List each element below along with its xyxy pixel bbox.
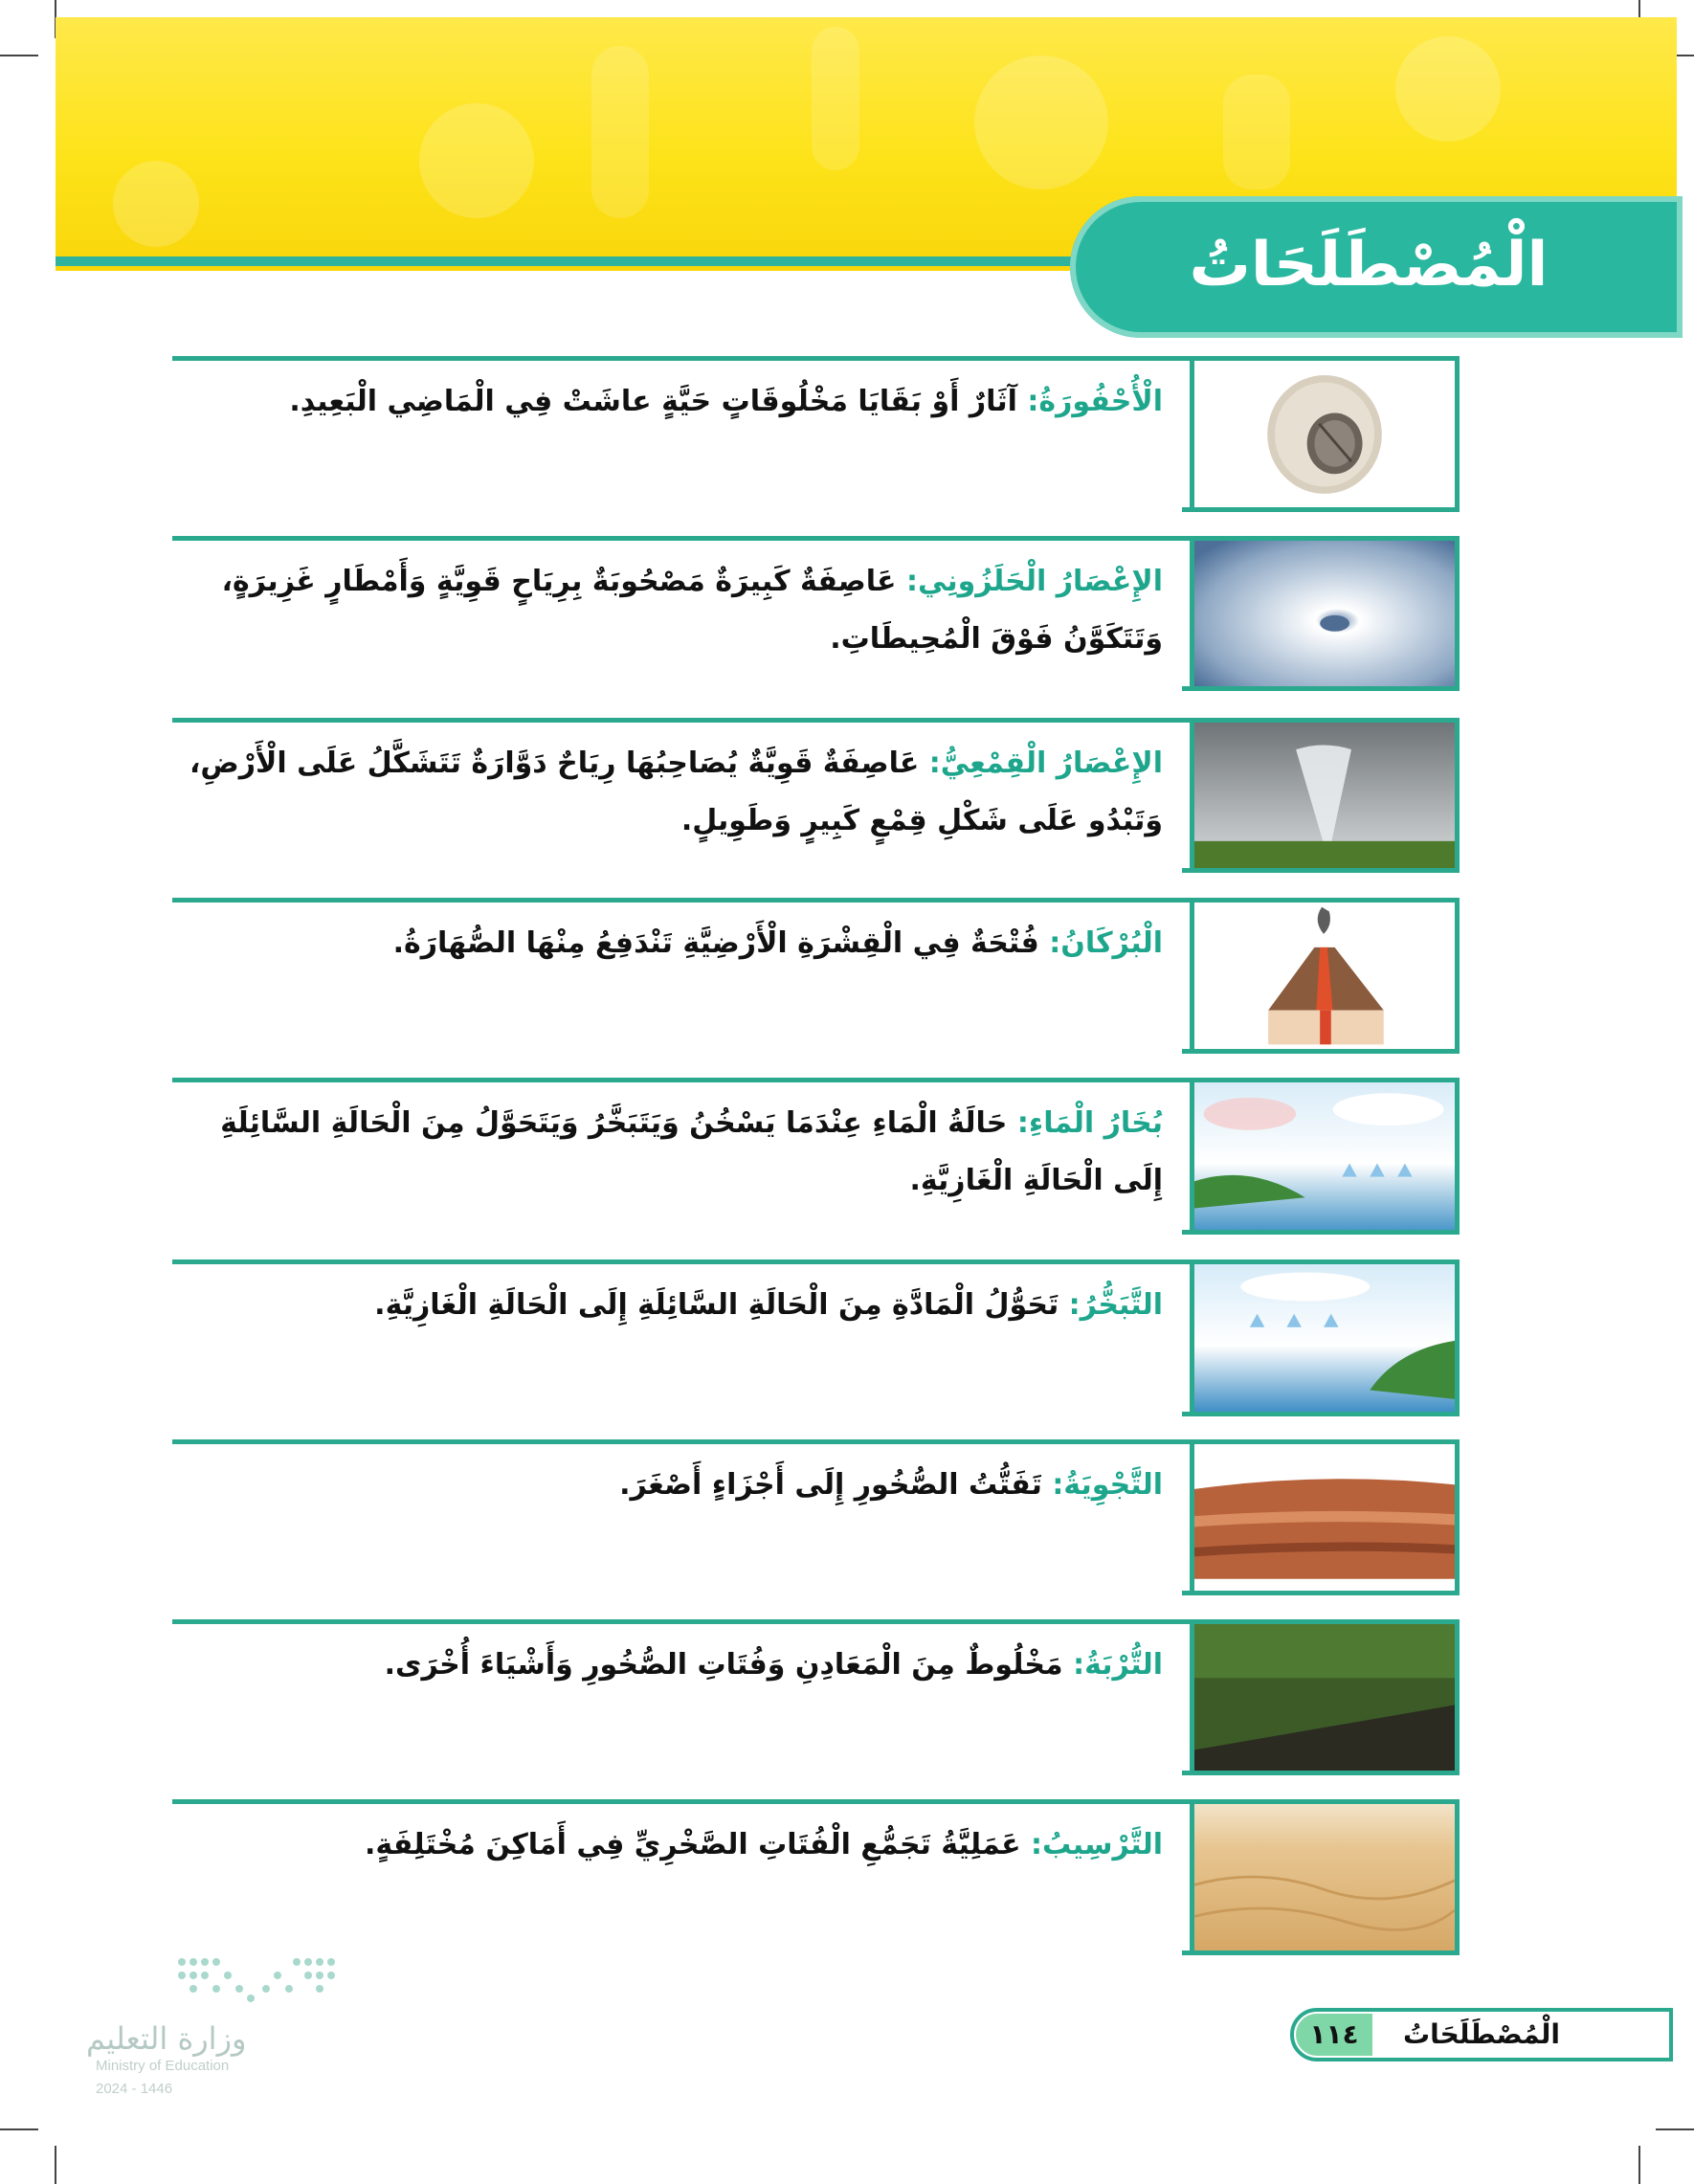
glossary-term: التَّرْسِيبُ: <box>1031 1828 1163 1861</box>
weathering-image <box>1190 1439 1460 1595</box>
glossary-row <box>172 536 1460 691</box>
ministry-name-english: Ministry of Education <box>96 2058 230 2074</box>
glossary-definition <box>177 553 1163 668</box>
definition-text: عَاصِفَةٌ قَوِيَّةٌ يُصَاحِبُهَا رِيَاحٌ دَوَّارَةٌ تَتَشَكَّلُ عَلَى الْأَرْضِ، وَتَبْدُو عَلَى شَكْلِ قِمْعٍ كَبِيرٍ وَطَوِيلٍ. <box>189 747 1163 837</box>
header-decoration <box>812 27 859 170</box>
glossary-term: الإِعْصَارُ الْقِمْعِيُّ: <box>928 747 1163 780</box>
water-vapor-image <box>1190 1078 1460 1235</box>
glossary-row <box>172 1078 1460 1235</box>
page-title: الْمُصْطَلَحَاتُ <box>1189 230 1549 301</box>
glossary-definition <box>177 1277 1163 1334</box>
definition-text: مَخْلُوطٌ مِنَ الْمَعَادِنِ وَفُتَاتِ الصُّخُورِ وَأَشْيَاءَ أُخْرَى. <box>384 1648 1063 1682</box>
glossary-row <box>172 1259 1460 1416</box>
glossary-definition <box>177 1637 1163 1694</box>
glossary-term: التَّبَخُّرُ: <box>1068 1288 1163 1322</box>
header-decoration <box>1395 36 1501 142</box>
evaporation-image <box>1190 1259 1460 1416</box>
definition-text: تَفَتُّتُ الصُّخُورِ إِلَى أَجْزَاءٍ أَصْغَرَ. <box>619 1468 1042 1502</box>
edition-year: 2024 - 1446 <box>96 2081 173 2097</box>
glossary-row <box>172 1799 1460 1955</box>
crop-mark <box>0 2128 38 2130</box>
crop-mark <box>1656 2128 1694 2130</box>
glossary-row <box>172 898 1460 1054</box>
glossary-term: الإِعْصَارُ الْحَلَزُونِي: <box>906 565 1163 598</box>
glossary-row <box>172 718 1460 873</box>
crop-mark <box>0 55 38 56</box>
soil-image <box>1190 1619 1460 1775</box>
glossary-row <box>172 1619 1460 1775</box>
volcano-image <box>1190 898 1460 1054</box>
ministry-name-arabic: وزارة التعليم <box>86 2020 247 2057</box>
definition-text: حَالَةُ الْمَاءِ عِنْدَمَا يَسْخُنُ وَيَتَبَخَّرُ وَيَتَحَوَّلُ مِنَ الْحَالَةِ السَّائِلَةِ إِلَى الْحَالَةِ الْغَازِيَّةِ. <box>220 1106 1163 1197</box>
header-decoration <box>113 161 199 247</box>
page-number: ١١٤ <box>1296 2014 1372 2056</box>
footer-section-label: الْمُصْطَلَحَاتُ <box>1402 2018 1560 2050</box>
hurricane-image <box>1190 536 1460 691</box>
glossary-definition <box>177 1095 1163 1210</box>
definition-text: عَمَلِيَّةُ تَجَمُّعِ الْفُتَاتِ الصَّخْرِيِّ فِي أَمَاكِنَ مُخْتَلِفَةٍ. <box>365 1828 1021 1861</box>
definition-text: تَحَوُّلُ الْمَادَّةِ مِنَ الْحَالَةِ السَّائِلَةِ إِلَى الْحَالَةِ الْغَازِيَّةِ. <box>374 1288 1059 1322</box>
glossary-definition <box>177 735 1163 850</box>
glossary-definition <box>177 915 1163 972</box>
glossary-definition <box>177 373 1163 431</box>
crop-mark <box>55 2146 56 2184</box>
glossary-definition <box>177 1816 1163 1874</box>
glossary-row <box>172 356 1460 512</box>
crop-mark <box>1638 2146 1640 2184</box>
ministry-logo-icon <box>172 1952 345 2010</box>
header-decoration <box>591 46 649 218</box>
glossary-term: الْأُحْفُورَةُ: <box>1027 385 1163 418</box>
glossary-row <box>172 1439 1460 1595</box>
fossil-image <box>1190 356 1460 512</box>
definition-text: فُتْحَةٌ فِي الْقِشْرَةِ الْأَرْضِيَّةِ تَنْدَفِعُ مِنْهَا الصُّهَارَةُ. <box>392 926 1039 960</box>
glossary-term: التَّجْوِيَةُ: <box>1052 1468 1163 1502</box>
glossary-term: الْبُرْكَانُ: <box>1049 926 1163 960</box>
glossary-term: بُخَارُ الْمَاءِ: <box>1016 1106 1163 1140</box>
tornado-image <box>1190 718 1460 873</box>
header-decoration <box>1223 75 1290 189</box>
glossary-term: التُّرْبَةُ: <box>1073 1648 1163 1682</box>
header-decoration <box>419 103 534 218</box>
definition-text: آثَارٌ أَوْ بَقَايَا مَخْلُوقَاتٍ حَيَّةٍ عاشَتْ فِي الْمَاضِي الْبَعِيدِ. <box>289 385 1017 418</box>
definition-text: عَاصِفَةٌ كَبِيرَةٌ مَصْحُوبَةٌ بِرِيَاحٍ قَوِيَّةٍ وَأَمْطَارٍ غَزِيرَةٍ، وَتَتَكَوَّنُ فَوْقَ الْمُحِيطَاتِ. <box>221 565 1163 656</box>
header-decoration <box>974 56 1108 189</box>
glossary-definition <box>177 1457 1163 1514</box>
deposition-image <box>1190 1799 1460 1955</box>
